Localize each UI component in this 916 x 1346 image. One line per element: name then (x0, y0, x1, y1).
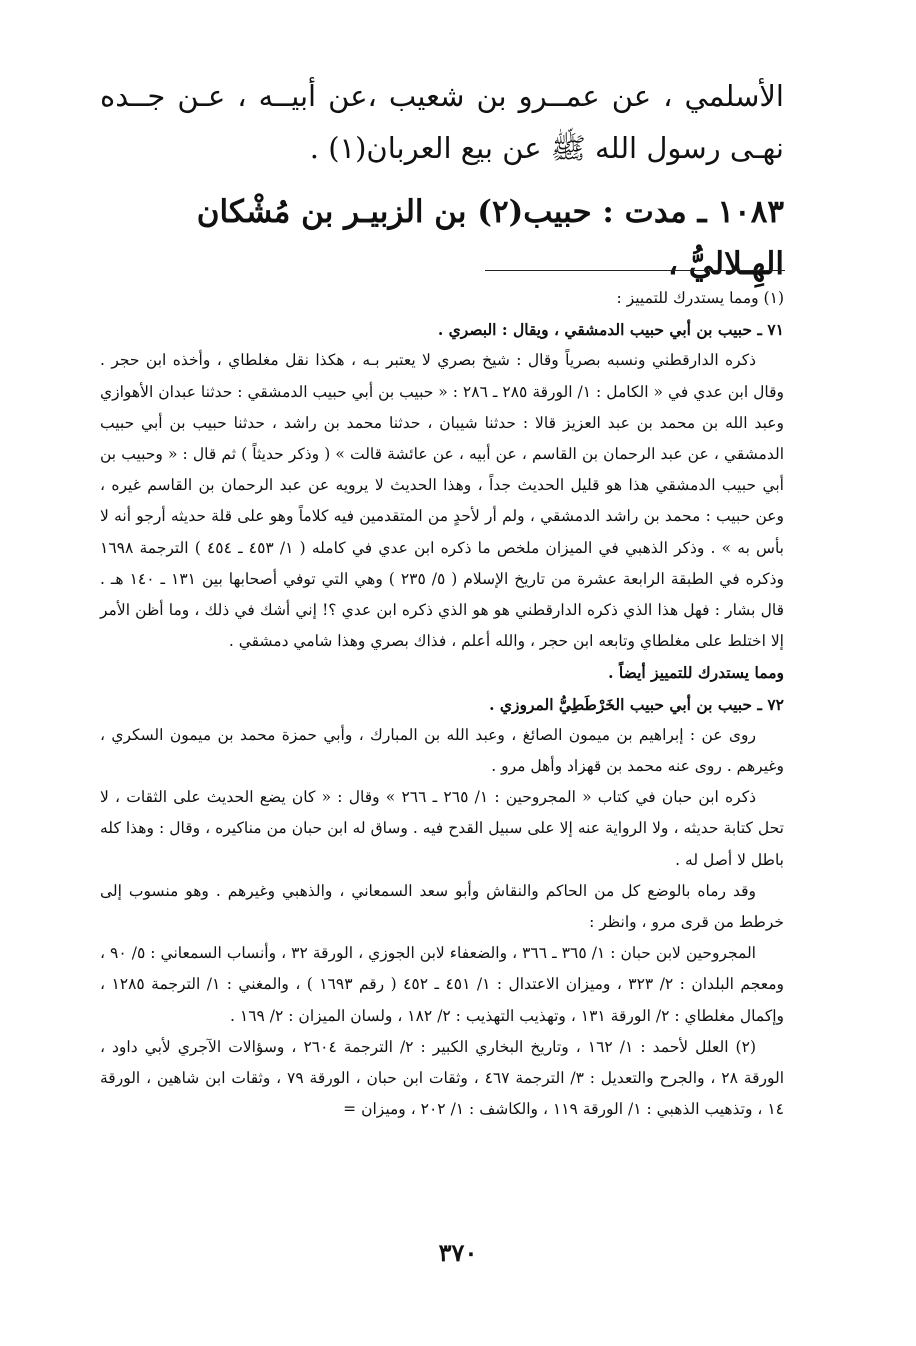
footnote-paragraph: ذكره الدارقطني ونسبه بصرياً وقال : شيخ بصري لا يعتبر بـه ، هكذا نقل مغلطاي ، وأخذه ابن حجر . وقال ابن عدي في « الكامل : ١/ الورقة ٢٨٥ ـ ٢٨٦ : « حبيب بن أبي حبيب الدمشقي : حدثنا عبدان الأهوازي وعبد الله بن محمد بن عبد العزيز قالا : حدثنا شيبان ، حدثنا محمد بن راشد ، حدثنا حبيب بن أبي حبيب الدمشقي ، عن عبد الرحمان بن القاسم ، عن أبيه ، عن عائشة قالت » ( وذكر حديثاً ) ثم قال : « وحبيب بن أبي حبيب الدمشقي هذا هو قليل الحديث جداً ، وهذا الحديث لا يرويه عن عبد الرحمان بن القاسم غيره ، وعن حبيب : محمد بن راشد الدمشقي ، ولم أر لأحدٍ من المتقدمين فيه كلاماً وهو على قلة حديثه أرجو أنه لا بأس به » . وذكر الذهبي في الميزان ملخص ما ذكره ابن عدي في كامله ( ١/ ٤٥٣ ـ ٤٥٤ ) الترجمة ١٦٩٨ وذكره في الطبقة الرابعة عشرة من تاريخ الإسلام ( ٥/ ٢٣٥ ) وهي التي توفي أصحابها بين ١٣١ ـ ١٤٠ هـ . قال بشار : فهل هذا الذي ذكره الدارقطني هو هو الذي ذكره ابن عدي ؟! إني أشك في ذلك ، وما أظن الأمر إلا اختلط على مغلطاي وتابعه ابن حجر ، والله أعلم ، فذاك بصري وهذا شامي دمشقي . (100, 351, 785, 651)
footnote-paragraph: (١) ومما يستدرك للتمييز : (616, 289, 784, 307)
main-text: الأسلمي ، عن عمــرو بن شعيب ،عن أبيــه ، عـن جــده نهـى رسول الله ﷺ عن بيع العربان(١) . (100, 79, 784, 165)
footnote-heading: ٧٢ ـ حبيب بن أبي حبيب الخَرْطَطِيُّ المروزي . (489, 694, 784, 714)
footnote-heading: ٧١ ـ حبيب بن أبي حبيب الدمشقي ، ويقال : البصري . (437, 320, 784, 340)
footnote-paragraph: روى عن : إبراهيم بن ميمون الصائغ ، وعبد الله بن المبارك ، وأبي حمزة محمد بن ميمون السكري ، وغيرهم . روى عنه محمد بن قهزاد وأهل مرو . (100, 725, 784, 776)
footnote-paragraph: وقد رماه بالوضع كل من الحاكم والنقاش وأبو سعد السمعاني ، والذهبي وغيرهم . وهو منسوب إلى خرطط من قرى مرو ، وانظر : (100, 881, 784, 932)
footnote-heading: ومما يستدرك للتمييز أيضاً . (608, 663, 784, 683)
footnote-paragraph: (٢) العلل لأحمد : ١/ ١٦٢ ، وتاريخ البخاري الكبير : ٢/ الترجمة ٢٦٠٤ ، وسؤالات الآجري لأبي داود ، الورقة ٢٨ ، والجرح والتعديل : ٣/ الترجمة ٤٦٧ ، وثقات ابن حبان ، الورقة ٧٩ ، وثقات ابن شاهين ، الورقة ١٤ ، وتذهيب الذهبي : ١/ الورقة ١١٩ ، والكاشف : ١/ ٢٠٢ ، وميزان = (100, 1037, 785, 1119)
footnotes (100, 283, 784, 1125)
page-number: ٣٧٠ (438, 1238, 478, 1267)
entry-heading: ١٠٨٣ ـ مدت : حبيب(٢) بن الزبيـر بن مُشْكان الهِـلاليُّ ، (196, 194, 784, 282)
footnote-separator (485, 270, 785, 271)
footnote-paragraph: ذكره ابن حبان في كتاب « المجروحين : ١/ ٢٦٥ ـ ٢٦٦ » وقال : « كان يضع الحديث على الثقات ، لا تحل كتابة حديثه ، ولا الرواية عنه إلا على سبيل القدح فيه . وساق له ابن حبان من مناكيره ، وقال : وهذا كله باطل لا أصل له . (100, 788, 784, 869)
footnote-paragraph: المجروحين لابن حبان : ١/ ٣٦٥ ـ ٣٦٦ ، والضعفاء لابن الجوزي ، الورقة ٣٢ ، وأنساب السمعاني : ٥/ ٩٠ ، ومعجم البلدان : ٢/ ٣٢٣ ، وميزان الاعتدال : ١/ ٤٥١ ـ ٤٥٢ ( رقم ١٦٩٣ ) ، والمغني : ١/ الترجمة ١٢٨٥ ، وإكمال مغلطاي : ٢/ الورقة ١٣١ ، وتهذيب التهذيب : ٢/ ١٨٢ ، ولسان الميزان : ٢/ ١٦٩ . (100, 944, 784, 1025)
